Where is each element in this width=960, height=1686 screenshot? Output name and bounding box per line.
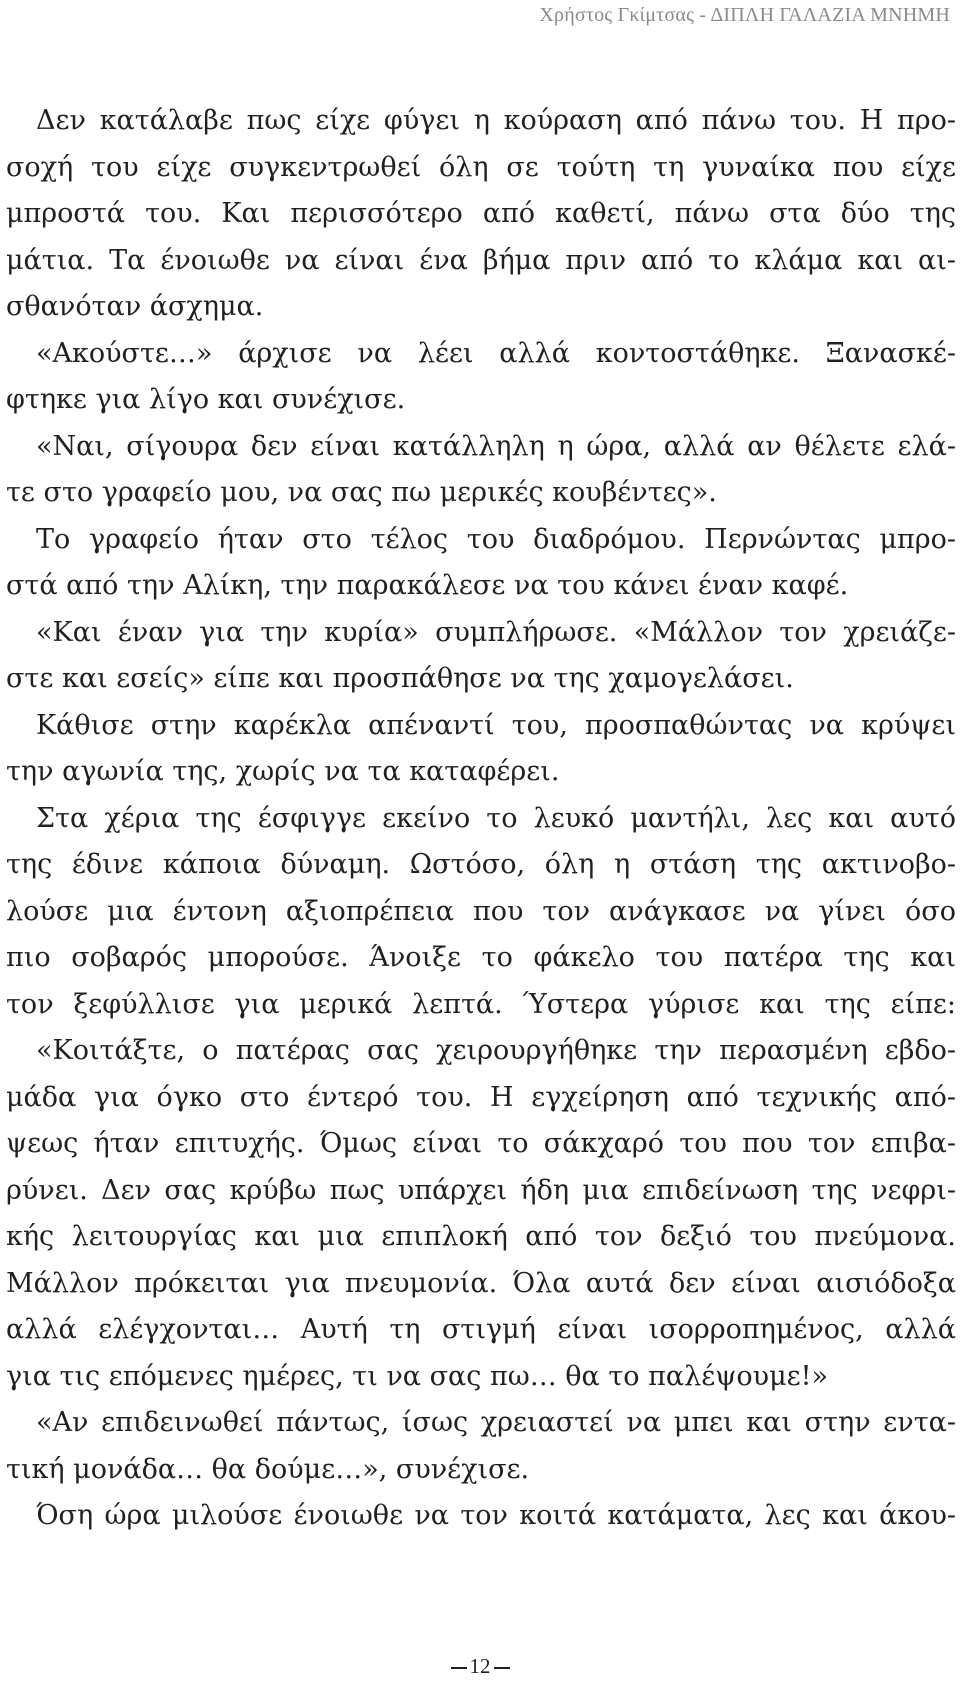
text-line: στά από την Αλίκη, την παρακάλεσε να του κάνει έναν καφέ. [6, 570, 849, 601]
text-line: της έδινε κάποια δύναμη. Ωστόσο, όλη η στάση της ακτινοβο- [6, 849, 956, 880]
text-line: Κάθισε στην καρέκλα απέναντί του, προσπαθώντας να κρύψει [36, 709, 956, 741]
text-line: την αγωνία της, χωρίς να τα καταφέρει. [6, 756, 560, 787]
page-number [0, 1654, 960, 1679]
text-line: σθανόταν άσχημα. [6, 291, 264, 322]
text-line: φτηκε για λίγο και συνέχισε. [6, 384, 406, 415]
text-line: ρύνει. Δεν σας κρύβω πως υπάρχει ήδη μια επιδείνωση της νεφρι- [6, 1174, 956, 1206]
text-line: πιο σοβαρός μπορούσε. Άνοιξε το φάκελο του πατέρα της και [6, 942, 956, 973]
text-line: μπροστά του. Και περισσότερο από καθετί, πάνω στα δύο της [6, 198, 956, 229]
text-line: «Ναι, σίγουρα δεν είναι κατάλληλη η ώρα, αλλά αν θέλετε ελά- [36, 430, 956, 462]
folio-dash-left [451, 1667, 467, 1669]
text-line: Μάλλον πρόκειται για πνευμονία. Όλα αυτά δεν είναι αισιόδοξα [6, 1267, 956, 1299]
text-line: τον ξεφύλλισε για μερικά λεπτά. Ύστερα γύρισε και της είπε: [6, 988, 956, 1020]
page-number-value: 12 [469, 1654, 491, 1678]
text-line: «Κοιτάξτε, ο πατέρας σας χειρουργήθηκε την περασμένη εβδο- [36, 1035, 956, 1066]
text-line: για τις επόμενες ημέρες, τι να σας πω… θα το παλέψουμε!» [6, 1360, 828, 1392]
text-line: μάτια. Τα ένοιωθε να είναι ένα βήμα πριν από το κλάμα και αι- [6, 244, 956, 276]
body-text [6, 98, 956, 1540]
text-line: Το γραφείο ήταν στο τέλος του διαδρόμου. Περνώντας μπρο- [36, 523, 956, 555]
text-line: «Ακούστε…» άρχισε να λέει αλλά κοντοστάθηκε. Ξανασκέ- [36, 337, 956, 369]
text-line: Όση ώρα μιλούσε ένοιωθε να τον κοιτά κατάματα, λες και άκου- [36, 1500, 956, 1531]
text-line: Δεν κατάλαβε πως είχε φύγει η κούραση από πάνω του. Η προ- [36, 105, 956, 136]
text-line: «Και έναν για την κυρία» συμπλήρωσε. «Μάλλον τον χρειάζε- [36, 616, 956, 648]
text-line: αλλά ελέγχονται… Αυτή τη στιγμή είναι ισορροπημένος, αλλά [6, 1314, 956, 1345]
running-header: Χρήστος Γκίμτσας - ΔΙΠΛΗ ΓΑΛΑΖΙΑ ΜΝΗΜΗ [539, 4, 950, 26]
text-line: μάδα για όγκο στο έντερό του. Η εγχείρηση από τεχνικής από- [6, 1081, 956, 1113]
text-line: τική μονάδα… θα δούμε…», συνέχισε. [6, 1453, 530, 1485]
text-line: Στα χέρια της έσφιγγε εκείνο το λευκό μαντήλι, λες και αυτό [36, 802, 956, 834]
text-line: ψεως ήταν επιτυχής. Όμως είναι το σάκχαρό του που τον επιβα- [6, 1128, 956, 1159]
text-line: τε στο γραφείο μου, να σας πω μερικές κουβέντες». [6, 477, 717, 508]
text-line: στε και εσείς» είπε και προσπάθησε να της χαμογελάσει. [6, 663, 794, 694]
text-line: κής λειτουργίας και μια επιπλοκή από τον δεξιό του πνεύμονα. [6, 1221, 956, 1252]
text-line: σοχή του είχε συγκεντρωθεί όλη σε τούτη τη γυναίκα που είχε [6, 151, 956, 183]
text-line: «Αν επιδεινωθεί πάντως, ίσως χρειαστεί να μπει και στην εντα- [36, 1407, 956, 1438]
folio-dash-right [494, 1667, 510, 1669]
text-line: λούσε μια έντονη αξιοπρέπεια που τον ανάγκασε να γίνει όσο [6, 895, 956, 927]
